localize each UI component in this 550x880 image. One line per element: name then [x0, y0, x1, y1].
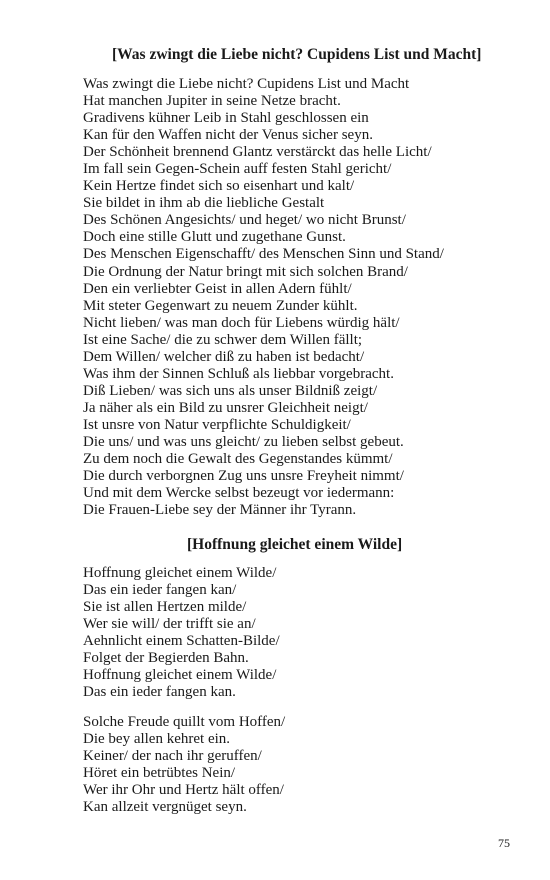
- poem-line: Kan für den Waffen nicht der Venus sicher seyn.: [83, 127, 373, 144]
- poem-line: Diß Lieben/ was sich uns als unser Bildniß zeigt/: [83, 382, 378, 399]
- poem-stanza: [83, 714, 285, 816]
- poem-line: Ist unsre von Natur verpflichte Schuldigkeit/: [83, 416, 351, 433]
- poem-line: Nicht lieben/ was man doch für Liebens würdig hält/: [83, 314, 400, 331]
- poem-line: Höret ein betrübtes Nein/: [83, 765, 236, 782]
- poem-line: Des Menschen Eigenschafft/ des Menschen Sinn und Stand/: [83, 246, 444, 263]
- poem-line: Dem Willen/ welcher diß zu haben ist bedacht/: [83, 348, 365, 365]
- poem-stanza: [83, 76, 444, 519]
- poem-line: Wer sie will/ der trifft sie an/: [83, 616, 256, 633]
- poem-line: Hoffnung gleichet einem Wilde/: [83, 667, 277, 684]
- poem-line: Hat manchen Jupiter in seine Netze bracht.: [83, 93, 341, 110]
- poem-line: Im fall sein Gegen-Schein auff festen Stahl gericht/: [83, 161, 392, 178]
- poem-line: Ist eine Sache/ die zu schwer dem Willen fällt;: [83, 331, 363, 348]
- poem-line: Wer ihr Ohr und Hertz hält offen/: [83, 782, 284, 799]
- poem-stanza: [83, 565, 280, 701]
- page-number: 75: [498, 836, 510, 850]
- poem-line: Gradivens kühner Leib in Stahl geschlossen ein: [83, 110, 369, 127]
- poem-line: Des Schönen Angesichts/ und heget/ wo nicht Brunst/: [83, 212, 406, 229]
- poem-title: [Hoffnung gleichet einem Wilde]: [187, 536, 403, 553]
- poem-line: Solche Freude quillt vom Hoffen/: [83, 714, 286, 730]
- poem-line: Den ein verliebter Geist in allen Adern fühlt/: [83, 280, 352, 297]
- poem-line: Und mit dem Wercke selbst bezeugt vor iedermann:: [83, 485, 395, 502]
- poem-line: Folget der Begierden Bahn.: [83, 650, 249, 667]
- poem-line: Ja näher als ein Bild zu unsrer Gleichheit neigt/: [83, 399, 368, 416]
- poem-line: Doch eine stille Glutt und zugethane Gunst.: [83, 229, 346, 246]
- poem-line: Keiner/ der nach ihr geruffen/: [83, 748, 262, 765]
- poem-line: Das ein ieder fangen kan/: [83, 582, 237, 599]
- poem-line: Mit steter Gegenwart zu neuem Zunder kühlt.: [83, 297, 358, 314]
- poem-line: Kein Hertze findet sich so eisenhart und kalt/: [83, 178, 355, 195]
- poem-line: Sie bildet in ihm ab die liebliche Gestalt: [83, 195, 325, 212]
- poem-line: Die durch verborgnen Zug uns unsre Freyheit nimmt/: [83, 468, 404, 485]
- poem-line: Die Ordnung der Natur bringt mit sich solchen Brand/: [83, 263, 408, 280]
- poem-line: Was zwingt die Liebe nicht? Cupidens List und Macht: [83, 76, 410, 92]
- poem-line: Die uns/ und was uns gleicht/ zu lieben selbst gebeut.: [83, 433, 404, 450]
- poem-line: Der Schönheit brennend Glantz verstärckt das helle Licht/: [83, 144, 432, 161]
- poem-line: Aehnlicht einem Schatten-Bilde/: [83, 633, 280, 650]
- poem-line: Zu dem noch die Gewalt des Gegenstandes kümmt/: [83, 451, 393, 468]
- poem-line: Die bey allen kehret ein.: [83, 731, 231, 748]
- poem-line: Das ein ieder fangen kan.: [83, 684, 236, 701]
- poem-line: Kan allzeit vergnüget seyn.: [83, 799, 247, 816]
- poem-line: Was ihm der Sinnen Schluß als liebbar vorgebracht.: [83, 365, 394, 382]
- poem-line: Die Frauen-Liebe sey der Männer ihr Tyrann.: [83, 502, 357, 519]
- poem-line: Sie ist allen Hertzen milde/: [83, 599, 247, 616]
- poem-line: Hoffnung gleichet einem Wilde/: [83, 565, 277, 581]
- poem-title: [Was zwingt die Liebe nicht? Cupidens List und Macht]: [112, 46, 482, 63]
